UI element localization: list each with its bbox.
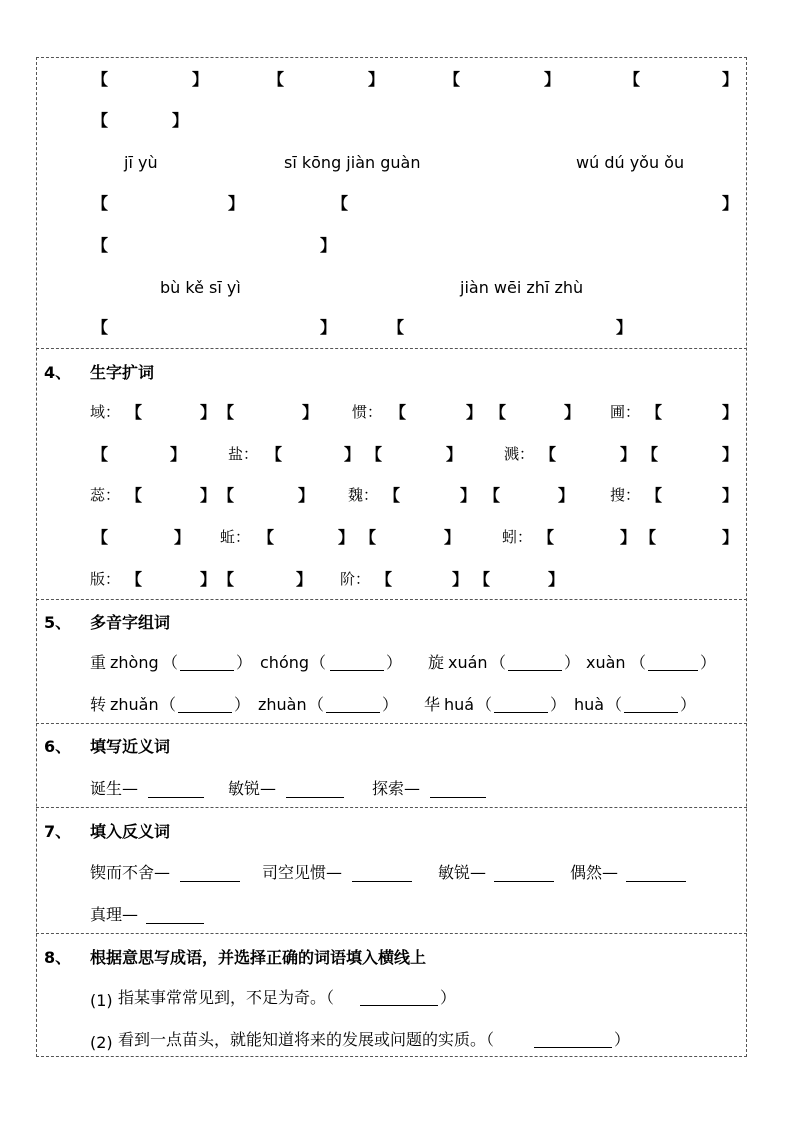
char-label: 魏： [348, 486, 379, 504]
answer-blank[interactable] [352, 867, 412, 882]
pinyin-reading: chóng [260, 653, 310, 672]
question-number: 4、 [44, 363, 72, 382]
answer-blank[interactable] [534, 1033, 612, 1048]
bracket-open: 【 [92, 236, 109, 255]
bracket-open: 【 [384, 486, 401, 505]
synonym-prompt: 探索— [372, 779, 421, 798]
bracket-open: 【 [490, 403, 507, 422]
answer-blank[interactable] [430, 783, 486, 798]
paren-close: ） [382, 695, 399, 714]
answer-blank[interactable] [178, 698, 232, 713]
bracket-close: 】 [558, 486, 575, 505]
paren-close: ） [700, 653, 717, 672]
item-label: (1) [90, 991, 113, 1010]
char-label: 搜： [610, 486, 641, 504]
bracket-close: 】 [722, 403, 739, 422]
antonym-prompt: 真理— [90, 905, 139, 924]
bracket-open: 【 [390, 403, 407, 422]
bracket-open: 【 [266, 445, 283, 464]
antonym-prompt: 敏锐— [438, 863, 487, 882]
bracket-close: 】 [460, 486, 477, 505]
pinyin-reading: huà [574, 695, 605, 714]
divider [36, 723, 747, 724]
bracket-close: 】 [298, 486, 315, 505]
question-number: 6、 [44, 737, 72, 756]
answer-blank[interactable] [508, 656, 562, 671]
bracket-close: 】 [722, 70, 739, 89]
bracket-open: 【 [92, 318, 109, 337]
item-label: (2) [90, 1033, 113, 1052]
bracket-open: 【 [92, 111, 109, 130]
answer-blank[interactable] [148, 783, 204, 798]
pinyin-prompt: bù kě sī yì [160, 278, 241, 297]
pinyin-reading: xuàn [586, 653, 626, 672]
bracket-close: 】 [466, 403, 483, 422]
synonym-prompt: 诞生— [90, 779, 139, 798]
bracket-close: 】 [616, 318, 633, 337]
bracket-close: 】 [548, 570, 565, 589]
bracket-close: 】 [320, 236, 337, 255]
divider [36, 599, 747, 600]
antonym-prompt: 司空见惯— [262, 863, 343, 882]
pinyin-reading: huá [444, 695, 475, 714]
pinyin-reading: zhuàn [258, 695, 307, 714]
antonym-prompt: 锲而不舍— [90, 863, 171, 882]
bracket-open: 【 [218, 570, 235, 589]
question-number: 5、 [44, 613, 72, 632]
answer-blank[interactable] [180, 867, 240, 882]
bracket-open: 【 [646, 403, 663, 422]
answer-blank[interactable] [286, 783, 344, 798]
pinyin-prompt: sī kōng jiàn guàn [284, 153, 421, 172]
char-label: 蚓： [502, 528, 533, 546]
bracket-open: 【 [92, 445, 109, 464]
char-label: 惯： [352, 403, 383, 421]
idiom-definition: 指某事常常见到，不足为奇。（ [118, 988, 335, 1007]
paren-close: ） [234, 695, 251, 714]
question-title: 填写近义词 [90, 737, 171, 756]
question-number: 7、 [44, 822, 72, 841]
bracket-close: 】 [228, 194, 245, 213]
bracket-open: 【 [444, 70, 461, 89]
polyphone-char: 转 [90, 695, 107, 714]
paren-open: （ [606, 695, 623, 714]
paren-close: ） [564, 653, 581, 672]
answer-blank[interactable] [494, 698, 548, 713]
answer-blank[interactable] [360, 991, 438, 1006]
answer-blank[interactable] [180, 656, 234, 671]
polyphone-char: 华 [424, 695, 441, 714]
bracket-close: 】 [722, 528, 739, 547]
bracket-close: 】 [338, 528, 355, 547]
answer-blank[interactable] [494, 867, 554, 882]
bracket-close: 】 [192, 70, 209, 89]
char-label: 圃： [610, 403, 641, 421]
bracket-close: 】 [296, 570, 313, 589]
bracket-open: 【 [126, 403, 143, 422]
bracket-close: 】 [368, 70, 385, 89]
paren-open: （ [310, 653, 327, 672]
bracket-open: 【 [258, 528, 275, 547]
paren-close: ） [236, 653, 253, 672]
answer-blank[interactable] [626, 867, 686, 882]
bracket-open: 【 [218, 486, 235, 505]
bracket-open: 【 [376, 570, 393, 589]
bracket-open: 【 [624, 70, 641, 89]
paren-open: （ [630, 653, 647, 672]
bracket-close: 】 [620, 528, 637, 547]
bracket-open: 【 [332, 194, 349, 213]
paren-close: ） [680, 695, 697, 714]
char-label: 溅： [504, 445, 535, 463]
bracket-open: 【 [92, 528, 109, 547]
bracket-close: 】 [452, 570, 469, 589]
bracket-close: 】 [172, 111, 189, 130]
synonym-prompt: 敏锐— [228, 779, 277, 798]
bracket-close: 】 [200, 570, 217, 589]
bracket-close: 】 [344, 445, 361, 464]
bracket-close: 】 [444, 528, 461, 547]
paren-open: （ [162, 653, 179, 672]
bracket-open: 【 [640, 528, 657, 547]
bracket-open: 【 [126, 486, 143, 505]
bracket-open: 【 [126, 570, 143, 589]
paren-close: ） [440, 988, 457, 1007]
answer-blank[interactable] [146, 909, 204, 924]
bracket-open: 【 [268, 70, 285, 89]
bracket-open: 【 [484, 486, 501, 505]
paren-close: ） [614, 1030, 631, 1049]
pinyin-prompt: wú dú yǒu ǒu [576, 153, 685, 172]
answer-blank[interactable] [326, 698, 380, 713]
pinyin-reading: zhòng [110, 653, 159, 672]
question-number: 8、 [44, 948, 72, 967]
bracket-open: 【 [538, 528, 555, 547]
bracket-close: 】 [174, 528, 191, 547]
answer-blank[interactable] [330, 656, 384, 671]
bracket-open: 【 [92, 70, 109, 89]
polyphone-char: 重 [90, 653, 107, 672]
bracket-close: 】 [170, 445, 187, 464]
question-title: 填入反义词 [90, 822, 171, 841]
char-label: 阶： [340, 570, 371, 588]
antonym-prompt: 偶然— [570, 863, 619, 882]
divider [36, 933, 747, 934]
paren-open: （ [160, 695, 177, 714]
divider [36, 807, 747, 808]
char-label: 版： [90, 570, 121, 588]
bracket-close: 】 [564, 403, 581, 422]
bracket-close: 】 [722, 486, 739, 505]
pinyin-reading: xuán [448, 653, 488, 672]
pinyin-prompt: jiàn wēi zhī zhù [460, 278, 584, 297]
char-label: 蚯： [220, 528, 251, 546]
polyphone-char: 旋 [428, 653, 445, 672]
char-label: 盐： [228, 445, 259, 463]
bracket-open: 【 [642, 445, 659, 464]
char-label: 蕊： [90, 486, 121, 504]
idiom-definition: 看到一点苗头，就能知道将来的发展或问题的实质。（ [118, 1030, 495, 1049]
paren-open: （ [308, 695, 325, 714]
paren-open: （ [490, 653, 507, 672]
paren-open: （ [476, 695, 493, 714]
bracket-open: 【 [360, 528, 377, 547]
pinyin-reading: zhuǎn [110, 695, 159, 714]
bracket-close: 】 [302, 403, 319, 422]
paren-close: ） [386, 653, 403, 672]
bracket-close: 】 [320, 318, 337, 337]
bracket-open: 【 [388, 318, 405, 337]
bracket-close: 】 [722, 194, 739, 213]
bracket-open: 【 [218, 403, 235, 422]
bracket-close: 】 [544, 70, 561, 89]
answer-blank[interactable] [624, 698, 678, 713]
bracket-open: 【 [92, 194, 109, 213]
paren-close: ） [550, 695, 567, 714]
divider [36, 348, 747, 349]
answer-blank[interactable] [648, 656, 698, 671]
bracket-open: 【 [540, 445, 557, 464]
bracket-open: 【 [474, 570, 491, 589]
bracket-close: 】 [620, 445, 637, 464]
bracket-open: 【 [366, 445, 383, 464]
question-title: 根据意思写成语，并选择正确的词语填入横线上 [90, 948, 427, 967]
bracket-close: 】 [200, 403, 217, 422]
char-label: 域： [90, 403, 121, 421]
pinyin-prompt: jī yù [124, 153, 158, 172]
bracket-close: 】 [200, 486, 217, 505]
bracket-close: 】 [722, 445, 739, 464]
bracket-open: 【 [646, 486, 663, 505]
bracket-close: 】 [446, 445, 463, 464]
worksheet-frame [36, 57, 747, 1057]
question-title: 生字扩词 [90, 363, 155, 382]
question-title: 多音字组词 [90, 613, 171, 632]
